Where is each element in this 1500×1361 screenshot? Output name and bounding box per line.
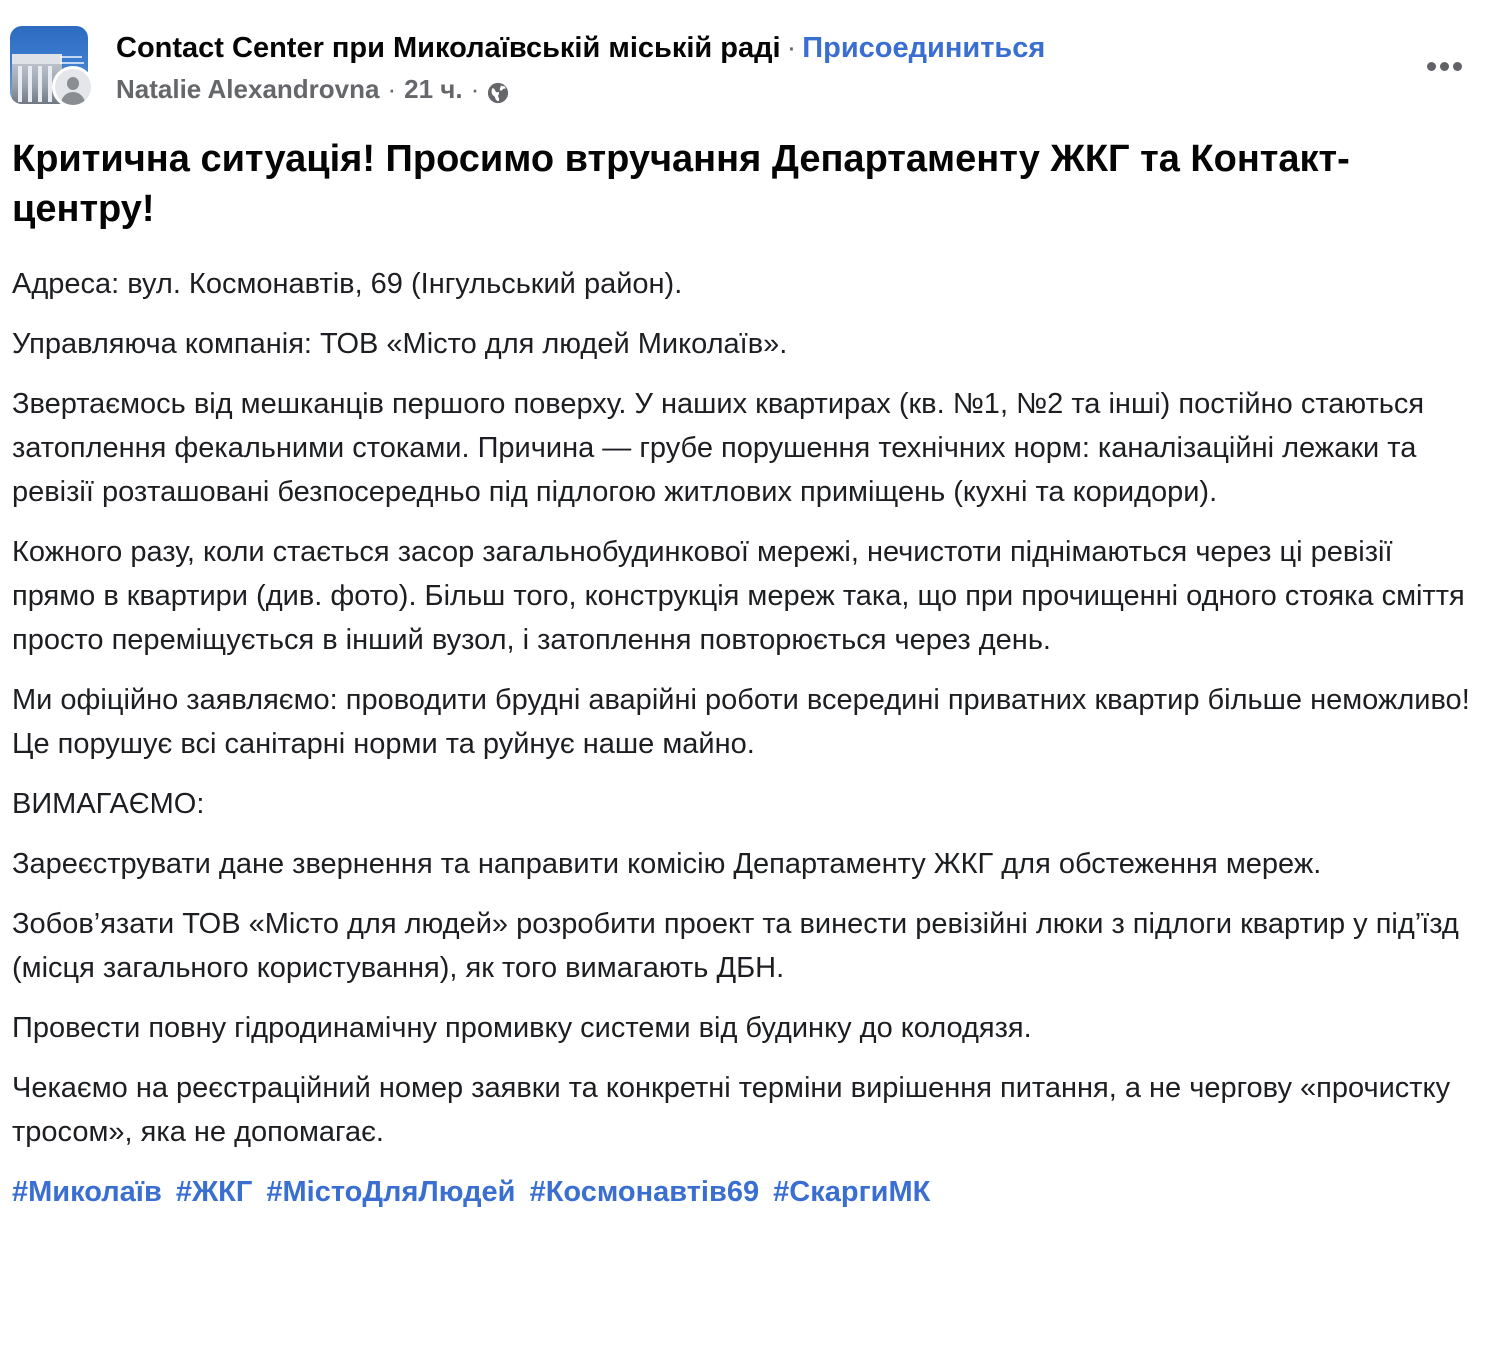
globe-icon[interactable] [487, 78, 509, 100]
statement-paragraph: Ми офіційно заявляємо: проводити брудні аварійні роботи всередині приватних квартир більше неможливо! Це порушує всі санітарні норми та руйнує наше майно. [12, 684, 1470, 760]
avatar-stack[interactable] [10, 26, 90, 108]
hashtag-link[interactable]: #СкаргиМК [773, 1176, 931, 1208]
join-group-button[interactable]: Присоединиться [802, 32, 1046, 64]
address-paragraph: Адреса: вул. Космонавтів, 69 (Інгульський район). [12, 268, 683, 300]
complaint-paragraph: Звертаємось від мешканців першого поверху. У наших квартирах (кв. №1, №2 та інші) постійно стаються затоплення фекальними стоками. Причина — грубе порушення технічних норм: каналізаційні лежаки та ревізії розташовані безпосередньо під підлогою житлових приміщень (кухні та коридори). [12, 388, 1425, 508]
management-company-paragraph: Управляюча компанія: ТОВ «Місто для людей Миколаїв». [12, 328, 788, 360]
group-line [116, 28, 1396, 68]
hashtag-link[interactable]: #МістоДляЛюдей [266, 1176, 516, 1208]
post-meta [116, 72, 1396, 106]
separator: · [387, 74, 397, 104]
author-name-link[interactable]: Natalie Alexandrovna [116, 74, 380, 104]
person-icon [67, 77, 79, 90]
hashtag-link[interactable]: #ЖКГ [175, 1176, 253, 1208]
closing-paragraph: Чекаємо на реєстраційний номер заявки та конкретні терміни вирішення питання, а не чергову «прочистку тросом», яка не допомагає. [12, 1072, 1451, 1148]
hashtags [12, 1170, 1482, 1214]
post-header [10, 26, 1490, 112]
details-paragraph: Кожного разу, коли стається засор загальнобудинкової мережі, нечистоти піднімаються через ці ревізії прямо в квартири (див. фото). Більш того, конструкція мереж така, що при прочищенні одного стояка сміття просто переміщується в інший вузол, і затоплення повторюється через день. [12, 536, 1465, 656]
post-timestamp-link[interactable]: 21 ч. [404, 74, 463, 104]
demand-2: Зобов’язати ТОВ «Місто для людей» розробити проект та винести ревізійні люки з підлоги квартир у під’їзд (місця загального користування), як того вимагають ДБН. [12, 908, 1459, 984]
demand-3: Провести повну гідродинамічну промивку системи від будинку до колодязя. [12, 1012, 1032, 1044]
demands-heading: ВИМАГАЄМО: [12, 788, 205, 820]
more-horizontal-icon [1427, 62, 1436, 71]
author-avatar[interactable] [52, 66, 94, 108]
post-body [12, 262, 1482, 1230]
separator: · [470, 74, 480, 104]
post-title: Критична ситуація! Просимо втручання Департаменту ЖКГ та Контакт-центру! [12, 138, 1350, 230]
hashtag-link[interactable]: #Миколаїв [12, 1176, 162, 1208]
separator: · [786, 32, 797, 64]
header-text [116, 28, 1396, 106]
more-options-button[interactable] [1422, 54, 1466, 78]
demand-1: Зареєструвати дане звернення та направити комісію Департаменту ЖКГ для обстеження мереж. [12, 848, 1322, 880]
hashtag-link[interactable]: #Космонавтів69 [529, 1176, 760, 1208]
group-name-link[interactable]: Contact Center при Миколаївській міській раді [116, 32, 781, 64]
